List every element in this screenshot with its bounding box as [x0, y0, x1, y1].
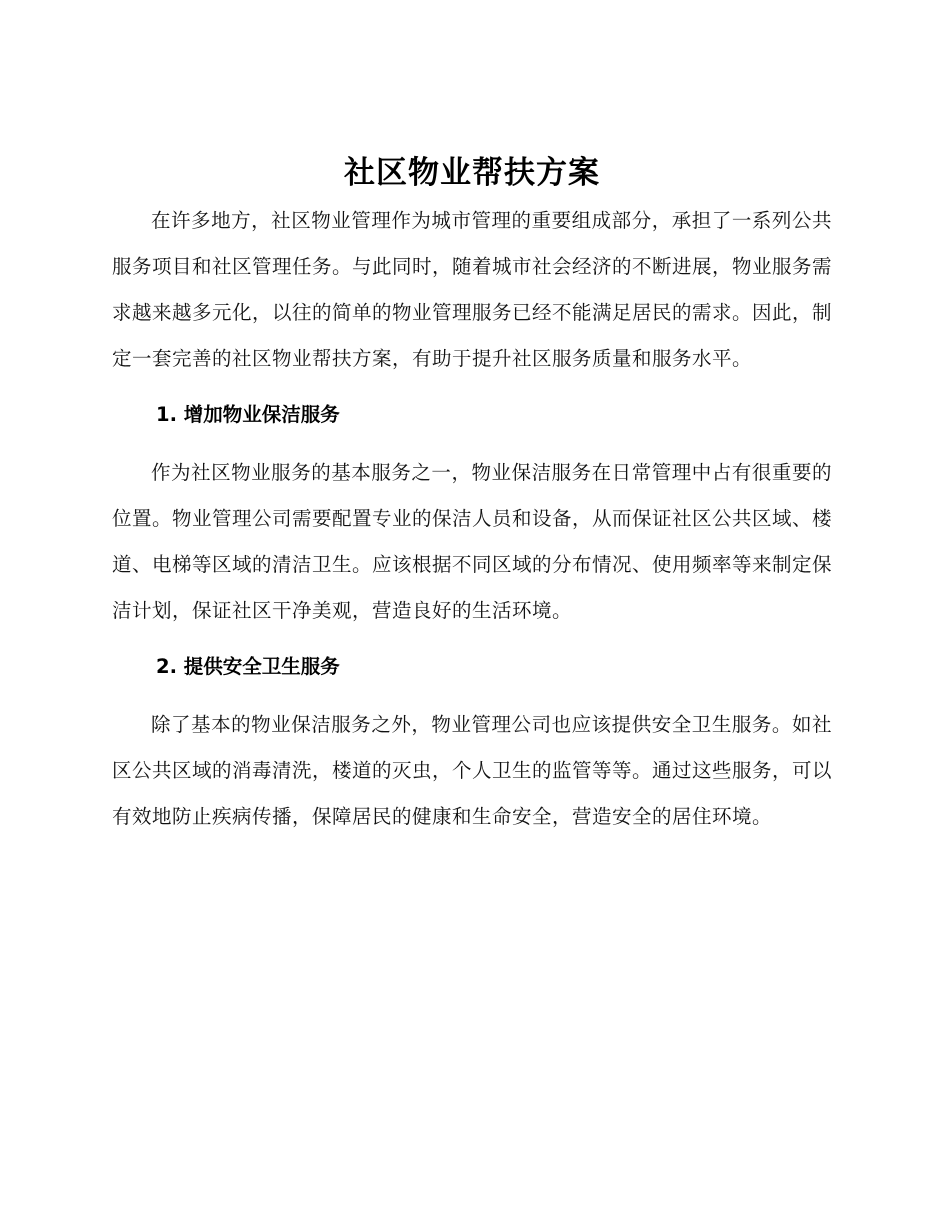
section-body: 除了基本的物业保洁服务之外，物业管理公司也应该提供安全卫生服务。如社区公共区域的消毒清洗，楼道的灭虫，个人卫生的监管等等。通过这些服务，可以有效地防止疾病传播，保障居民的健康和生命安全，营造安全的居住环境。: [112, 713, 833, 828]
intro-paragraph: 在许多地方，社区物业管理作为城市管理的重要组成部分，承担了一系列公共服务项目和社区管理任务。与此同时，随着城市社会经济的不断进展，物业服务需求越来越多元化，以往的简单的物业管理服务已经不能满足居民的需求。因此，制定一套完善的社区物业帮扶方案，有助于提升社区服务质量和服务水平。: [112, 209, 833, 370]
section-heading: 1. 增加物业保洁服务: [156, 403, 340, 426]
section-body: 作为社区物业服务的基本服务之一，物业保洁服务在日常管理中占有很重要的位置。物业管理公司需要配置专业的保洁人员和设备，从而保证社区公共区域、楼道、电梯等区域的清洁卫生。应该根据不同区域的分布情况、使用频率等来制定保洁计划，保证社区干净美观，营造良好的生活环境。: [112, 461, 833, 622]
section-1: [112, 392, 832, 634]
section-2: [112, 644, 832, 840]
document-title: 社区物业帮扶方案: [344, 155, 600, 191]
section-heading: 2. 提供安全卫生服务: [156, 655, 340, 678]
document-page: [112, 148, 832, 840]
